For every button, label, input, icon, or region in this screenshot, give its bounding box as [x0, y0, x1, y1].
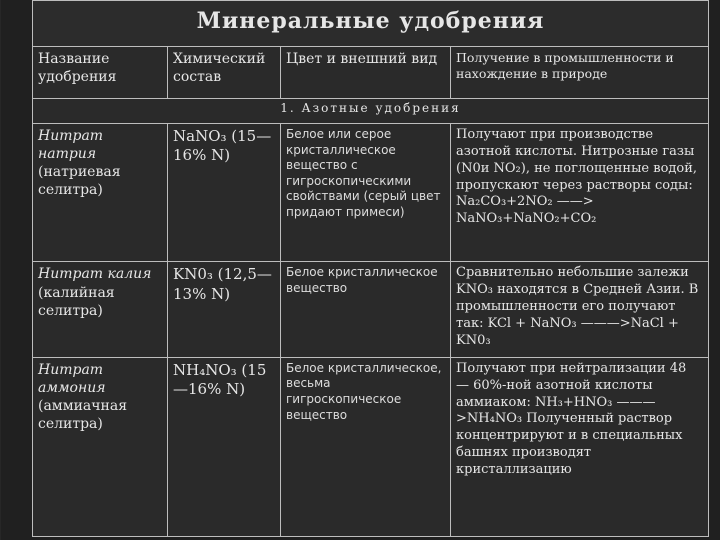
fertilizer-production: Получают при нейтрализации 48 — 60%-ной азотной кислоты аммиаком: NH₃+HNO₃ ———>NH₄NO₃ Полученный раствор концентрируют и в специальных башнях производят кристаллизацию — [451, 357, 709, 536]
fertilizer-name — [33, 262, 168, 357]
table-title: Минеральные удобрения — [33, 1, 709, 47]
table-row — [33, 262, 709, 357]
fertilizer-composition: NaNO₃ (15—16% N) — [168, 123, 281, 262]
header-composition: Химический состав — [168, 46, 281, 98]
fertilizer-name-alt: (калийная селитра) — [38, 284, 115, 319]
fertilizer-name — [33, 357, 168, 536]
fertilizer-name-alt: (аммиачная селитра) — [38, 398, 128, 433]
fertilizer-production: Сравнительно небольшие залежи KNO₃ находятся в Средней Азии. В промышленности его получают так: KCl + NaNO₃ ———>NaCl + KN0₃ — [451, 262, 709, 357]
fertilizer-name-main: Нитрат аммония — [38, 361, 106, 396]
fertilizer-composition: KN0₃ (12,5—13% N) — [168, 262, 281, 357]
table-row — [33, 357, 709, 536]
fertilizer-name-main: Нитрат натрия — [38, 127, 104, 163]
fertilizer-production: Получают при производстве азотной кислоты. Нитрозные газы (N0и NO₂), не поглощенные водой, пропускают через растворы соды: Na₂CO₃+2NO₂ ——> NaNO₃+NaNO₂+CO₂ — [451, 123, 709, 262]
header-appearance: Цвет и внешний вид — [281, 46, 451, 98]
fertilizer-appearance: Белое или серое кристаллическое вещество с гигроскопическими свойствами (серый цвет придают примеси) — [281, 123, 451, 262]
fertilizer-name-main: Нитрат калия — [38, 266, 152, 283]
section-nitrogen: 1. Азотные удобрения — [33, 98, 709, 123]
table-row — [33, 123, 709, 262]
fertilizer-name — [33, 123, 168, 262]
fertilizer-appearance: Белое кристаллическое, весьма гигроскопическое вещество — [281, 357, 451, 536]
header-production: Получение в промышленности и нахождение в природе — [451, 46, 709, 98]
fertilizer-table — [32, 0, 709, 537]
fertilizer-name-alt: (натриевая селитра) — [38, 164, 121, 199]
header-name: Название удобрения — [33, 46, 168, 98]
fertilizer-appearance: Белое кристаллическое вещество — [281, 262, 451, 357]
fertilizer-composition: NH₄NO₃ (15—16% N) — [168, 357, 281, 536]
